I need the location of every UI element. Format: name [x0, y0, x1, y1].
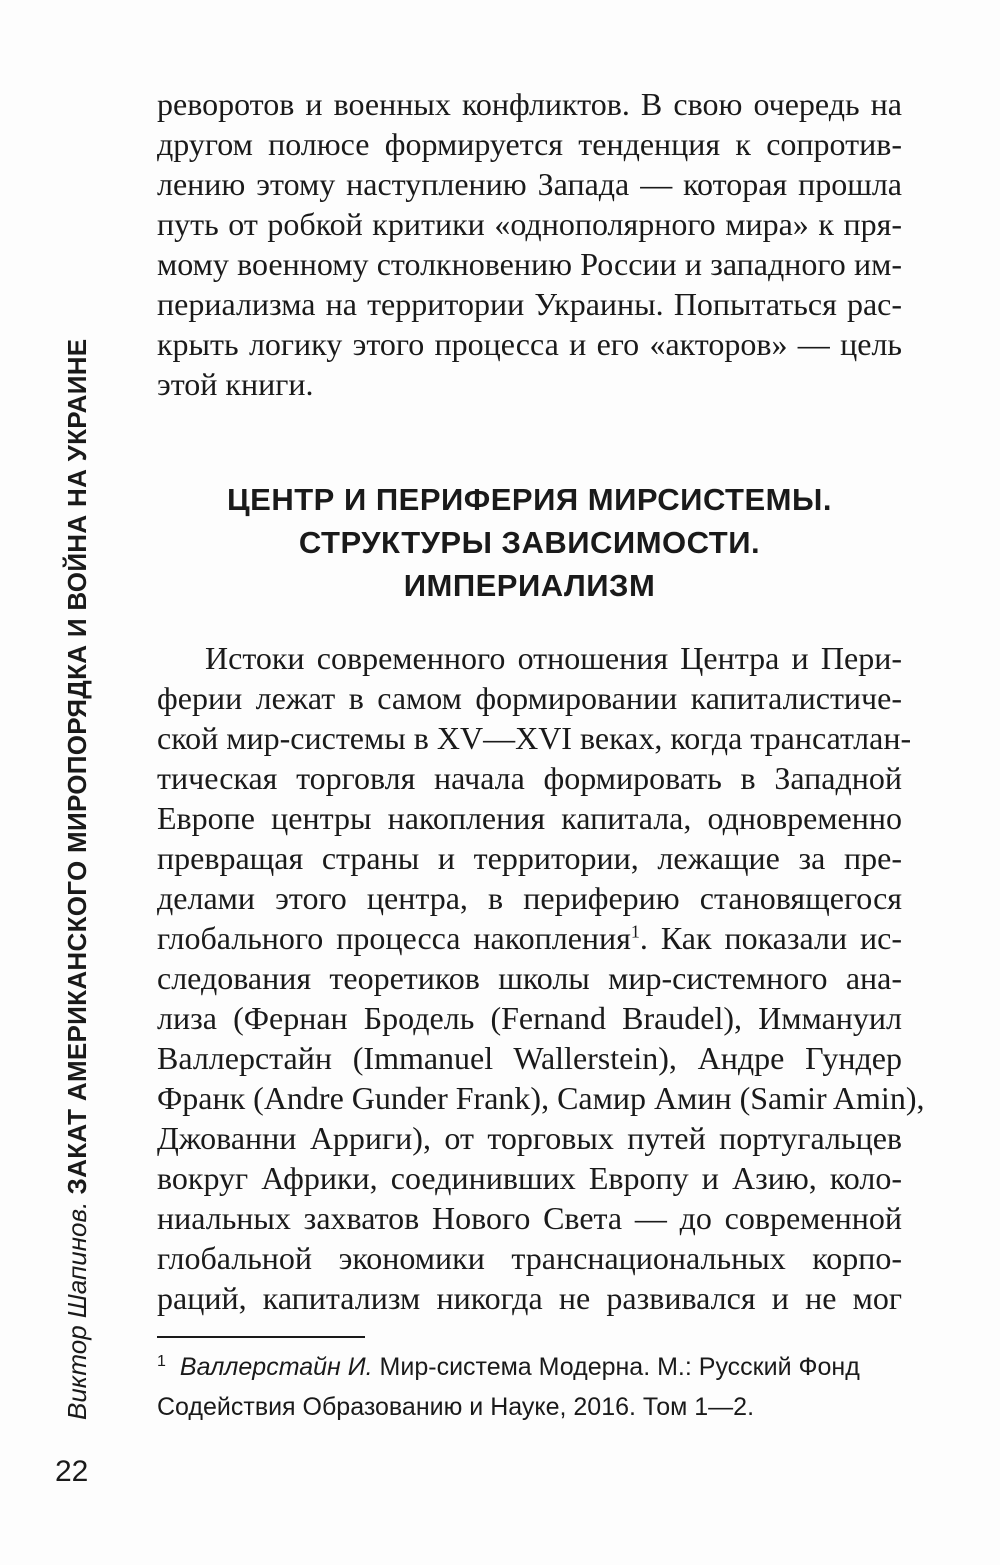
text-line: путь от робкой критики «однополярного мира» к пря- [157, 206, 902, 242]
text-line: Европе центры накопления капитала, одновременно [157, 800, 902, 836]
text-line: Джованни Арриги), от торговых путей португальцев [157, 1120, 902, 1156]
heading-line: ЦЕНТР И ПЕРИФЕРИЯ МИРСИСТЕМЫ. [227, 482, 832, 517]
text-line: другом полюсе формируется тенденция к сопротив- [157, 126, 902, 162]
text-line: тическая торговля начала формировать в Западной [157, 760, 902, 796]
heading-line: ИМПЕРИАЛИЗМ [403, 568, 656, 603]
footnote-divider [157, 1336, 365, 1338]
footnote-line [157, 1347, 902, 1387]
footnote [157, 1347, 902, 1427]
text-line: крыть логику этого процесса и его «акторов» — цель [157, 326, 902, 362]
text-line: ферии лежат в самом формировании капиталистиче- [157, 680, 902, 716]
footnote-mark: 1 [157, 1352, 166, 1370]
running-head [60, 338, 94, 1420]
text-line: делами этого центра, в периферию становящегося [157, 880, 902, 916]
text-fragment: . Как показали ис- [639, 920, 903, 956]
page-number: 22 [55, 1455, 89, 1488]
text-line: Валлерстайн (Immanuel Wallerstein), Андре Гундер [157, 1040, 902, 1076]
text-line: этой книги. [157, 366, 314, 402]
text-line: ской мир-системы в XV—XVI веках, когда трансатлан- [157, 720, 912, 756]
text-line: Франк (Andre Gunder Frank), Самир Амин (Samir Amin), [157, 1080, 925, 1116]
text-line: превращая страны и территории, лежащие за пре- [157, 840, 902, 876]
footnote-reference[interactable]: 1 [630, 921, 640, 942]
text-line: вокруг Африки, соединивших Европу и Азию, коло- [157, 1160, 902, 1196]
body-paragraph [157, 638, 925, 1318]
text-line: раций, капитализм никогда не развивался и не мог [157, 1280, 902, 1316]
running-head-author: Виктор Шапинов. [62, 1201, 92, 1420]
text-line: глобальной экономики транснациональных корпо- [157, 1240, 902, 1276]
text-line: реворотов и военных конфликтов. В свою очередь на [157, 86, 902, 122]
footnote-author: Валлерстайн И. [179, 1353, 373, 1381]
text-line: периализма на территории Украины. Попытаться рас- [157, 286, 902, 322]
text-line: лиза (Фернан Бродель (Fernand Braudel), Иммануил [157, 1000, 902, 1036]
heading-line: СТРУКТУРЫ ЗАВИСИМОСТИ. [298, 525, 761, 560]
intro-paragraph [157, 84, 902, 404]
text-line: Истоки современного отношения Центра и Пери- [205, 640, 902, 676]
footnote-line: Содействия Образованию и Науке, 2016. Том 1—2. [157, 1393, 755, 1421]
section-heading [157, 478, 902, 607]
text-line: лению этому наступлению Запада — которая прошла [157, 166, 902, 202]
text-line: следования теоретиков школы мир-системного ана- [157, 960, 902, 996]
text-line-with-footnote [157, 918, 902, 958]
text-line: ниальных захватов Нового Света — до современной [157, 1200, 902, 1236]
text-line: мому военному столкновению России и западного им- [157, 246, 902, 282]
footnote-text: Мир-система Модерна. М.: Русский Фонд [372, 1353, 860, 1381]
text-fragment: глобального процесса накопления [157, 920, 631, 956]
running-head-title: ЗАКАТ АМЕРИКАНСКОГО МИРОПОРЯДКА И ВОЙНА НА УКРАИНЕ [62, 338, 92, 1195]
